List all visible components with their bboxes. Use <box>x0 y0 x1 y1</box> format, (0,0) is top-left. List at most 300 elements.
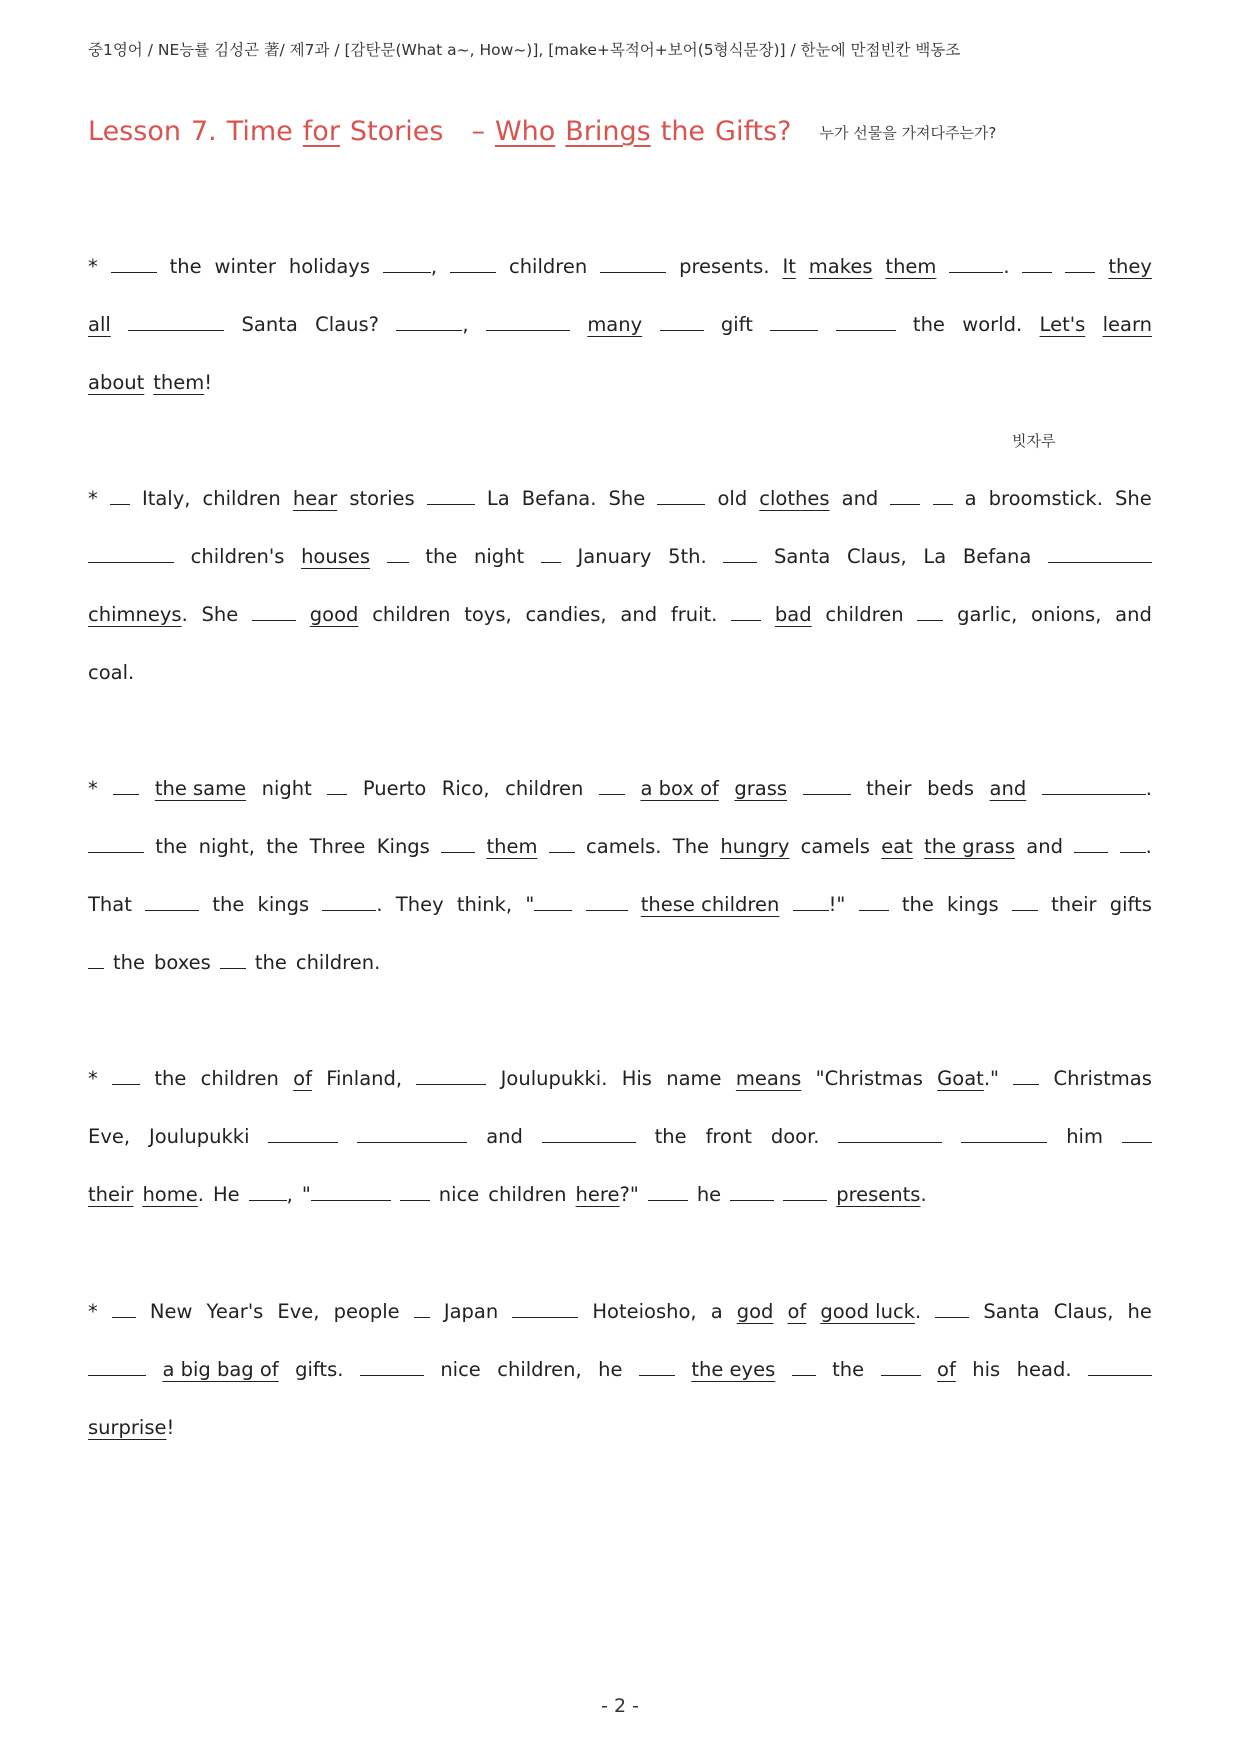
text-line <box>88 934 1152 992</box>
fill-in-blank[interactable] <box>360 1356 424 1376</box>
word <box>457 876 512 934</box>
blank-group[interactable] <box>396 296 468 354</box>
word <box>203 470 281 528</box>
word <box>947 876 999 934</box>
word-text: New <box>149 1300 193 1323</box>
blank-group[interactable] <box>793 876 846 934</box>
blank-group[interactable] <box>730 1166 774 1224</box>
word <box>598 1341 622 1399</box>
blank-group[interactable] <box>542 1108 636 1166</box>
fill-in-blank[interactable] <box>327 775 347 795</box>
text-line <box>88 760 1152 818</box>
underlined-key-word: them <box>885 255 937 278</box>
word-text: La <box>923 545 947 568</box>
word-text: head. <box>1016 1358 1072 1381</box>
word <box>522 470 597 528</box>
word-text: Kings <box>376 835 430 858</box>
word-text: night <box>261 777 312 800</box>
word-text: he <box>598 1358 623 1381</box>
word-text: think, <box>456 893 513 916</box>
word-text: He <box>212 1183 240 1206</box>
word-text: and <box>1115 603 1152 626</box>
blank-group[interactable] <box>416 1050 486 1108</box>
punctuation: . <box>1145 777 1152 800</box>
text-line <box>88 296 1152 354</box>
fill-in-blank[interactable] <box>803 775 851 795</box>
word-text: his <box>972 1358 1001 1381</box>
fill-in-blank[interactable] <box>1048 543 1152 563</box>
word <box>1108 238 1152 296</box>
page-number: - 2 - <box>601 1695 639 1717</box>
blank-group[interactable] <box>917 586 943 644</box>
fill-in-blank[interactable] <box>88 949 104 969</box>
fill-in-blank[interactable] <box>648 1181 688 1201</box>
word-text: Italy, <box>141 487 191 510</box>
blank-group[interactable] <box>792 1341 816 1399</box>
word <box>326 1050 402 1108</box>
underlined-key-word: the same <box>154 777 247 800</box>
word-text: the <box>212 893 245 916</box>
blank-group[interactable] <box>838 1108 942 1166</box>
fill-in-blank[interactable] <box>1065 253 1095 273</box>
blank-group[interactable] <box>890 470 920 528</box>
fill-in-blank[interactable] <box>88 1356 146 1376</box>
blank-group[interactable] <box>933 470 953 528</box>
word-text: She <box>1115 487 1152 510</box>
word-text: the <box>155 835 188 858</box>
word-text: a <box>964 487 977 510</box>
word-text: She <box>201 603 239 626</box>
word <box>1054 1283 1114 1341</box>
title-word: Brings <box>565 116 651 147</box>
word-text: the <box>254 951 287 974</box>
fill-in-blank[interactable] <box>387 543 409 563</box>
blank-group[interactable] <box>360 1341 424 1399</box>
word-text: and <box>1026 835 1063 858</box>
title-word: the <box>660 116 706 147</box>
fill-in-blank[interactable] <box>88 833 144 853</box>
word-text: kings <box>947 893 999 916</box>
blank-group[interactable] <box>327 760 347 818</box>
word <box>592 1283 696 1341</box>
word <box>1017 1341 1072 1399</box>
word <box>1051 876 1096 934</box>
word <box>717 470 747 528</box>
underlined-key-word: learn <box>1102 313 1152 336</box>
blank-group[interactable] <box>961 1108 1047 1166</box>
fill-in-blank[interactable] <box>961 1123 1047 1143</box>
word <box>334 1283 400 1341</box>
word-text: Joulupukki <box>148 1125 250 1148</box>
blank-group[interactable] <box>600 238 666 296</box>
word <box>711 1283 723 1341</box>
blank-group[interactable] <box>383 238 437 296</box>
fill-in-blank[interactable] <box>935 1298 969 1318</box>
word <box>149 1108 250 1166</box>
word-text: beds <box>927 777 975 800</box>
blank-group[interactable] <box>450 238 496 296</box>
word <box>363 760 426 818</box>
fill-in-blank[interactable] <box>128 311 224 331</box>
word-text: broomstick. <box>988 487 1103 510</box>
word <box>825 586 903 644</box>
fill-in-blank[interactable] <box>383 253 431 273</box>
word <box>801 818 870 876</box>
blank-group[interactable] <box>549 818 575 876</box>
fill-in-blank[interactable] <box>783 1181 827 1201</box>
fill-in-blank[interactable] <box>542 1123 636 1143</box>
blank-group[interactable] <box>1088 1341 1152 1399</box>
underlined-key-word: grass <box>734 777 788 800</box>
blank-group[interactable] <box>1042 760 1152 818</box>
word-text: January <box>577 545 652 568</box>
fill-in-blank[interactable] <box>110 485 130 505</box>
word <box>487 470 510 528</box>
fill-in-blank[interactable] <box>486 311 570 331</box>
blank-group[interactable] <box>357 1108 467 1166</box>
word <box>497 1341 581 1399</box>
fill-in-blank[interactable] <box>111 253 157 273</box>
word <box>957 586 1017 644</box>
blank-group[interactable] <box>322 876 382 934</box>
fill-in-blank[interactable] <box>723 543 757 563</box>
blank-group[interactable] <box>723 528 757 586</box>
word-text: fruit. <box>670 603 718 626</box>
fill-in-blank[interactable] <box>357 1123 467 1143</box>
fill-in-blank[interactable] <box>541 543 561 563</box>
fill-in-blank[interactable] <box>1074 833 1108 853</box>
fill-in-blank[interactable] <box>220 949 246 969</box>
vocab-note: 빗자루 <box>1012 432 1056 450</box>
word-text: he <box>696 1183 722 1206</box>
passage-paragraph <box>88 1283 1152 1457</box>
blank-group[interactable] <box>1122 1108 1152 1166</box>
fill-in-blank[interactable] <box>88 543 174 563</box>
fill-in-blank[interactable] <box>639 1356 675 1376</box>
blank-group[interactable] <box>512 1283 578 1341</box>
blank-group[interactable] <box>112 1050 140 1108</box>
word <box>983 1283 1039 1341</box>
blank-group[interactable] <box>441 818 475 876</box>
title-word: 7. <box>190 116 217 147</box>
word-text: * <box>88 1300 98 1323</box>
word-text: 5th. <box>668 545 707 568</box>
underlined-key-word: all <box>88 313 111 336</box>
fill-in-blank[interactable] <box>890 485 920 505</box>
fill-in-blank[interactable] <box>512 1298 578 1318</box>
word <box>1040 296 1086 354</box>
blank-group[interactable] <box>1120 818 1152 876</box>
fill-in-blank[interactable] <box>414 1298 430 1318</box>
word <box>88 238 98 296</box>
blank-group[interactable] <box>731 586 761 644</box>
word <box>962 296 1022 354</box>
word <box>242 296 298 354</box>
fill-in-blank[interactable] <box>917 601 943 621</box>
word-text: * <box>88 487 98 510</box>
fill-in-blank[interactable] <box>268 1123 338 1143</box>
fill-in-blank[interactable] <box>949 253 1003 273</box>
word-text: Joulupukki. <box>500 1067 608 1090</box>
fill-in-blank[interactable] <box>731 601 761 621</box>
word <box>923 528 946 586</box>
word <box>202 586 239 644</box>
word <box>486 1108 523 1166</box>
text-line <box>88 1166 1152 1224</box>
underlined-key-word: the eyes <box>691 1358 776 1381</box>
blank-group[interactable] <box>836 296 896 354</box>
word-text: the <box>425 545 458 568</box>
word-text: Puerto <box>362 777 427 800</box>
word <box>832 1341 864 1399</box>
word-text: Claus? <box>315 313 380 336</box>
blank-group[interactable] <box>648 1166 688 1224</box>
blank-group[interactable] <box>770 296 818 354</box>
word-text: he <box>1127 1300 1152 1323</box>
word-text: the <box>901 893 934 916</box>
fill-in-blank[interactable] <box>586 891 628 911</box>
text-line <box>88 1399 1152 1457</box>
blank-group[interactable] <box>88 934 104 992</box>
fill-in-blank[interactable] <box>838 1123 942 1143</box>
word <box>881 818 913 876</box>
blank-group[interactable] <box>949 238 1009 296</box>
fill-in-blank[interactable] <box>252 601 296 621</box>
underlined-key-word: of <box>293 1067 312 1090</box>
word-text: gifts <box>1109 893 1152 916</box>
fill-in-blank[interactable] <box>600 253 666 273</box>
blank-group[interactable] <box>128 296 224 354</box>
word-text: night <box>474 545 525 568</box>
fill-in-blank[interactable] <box>1042 775 1146 795</box>
word-text: and <box>486 1125 523 1148</box>
fill-in-blank[interactable] <box>113 775 139 795</box>
fill-in-blank[interactable] <box>427 485 475 505</box>
fill-in-blank[interactable] <box>322 891 376 911</box>
word-text: night, <box>198 835 255 858</box>
word-text: nice <box>438 1183 480 1206</box>
word <box>199 818 255 876</box>
word-text: Eve, <box>88 1125 131 1148</box>
word <box>706 1108 752 1166</box>
word-text: door. <box>770 1125 820 1148</box>
blank-group[interactable] <box>113 760 139 818</box>
word <box>989 470 1103 528</box>
word-text: garlic, <box>957 603 1018 626</box>
blank-group[interactable] <box>660 296 704 354</box>
word-text: and <box>620 603 658 626</box>
blank-group[interactable] <box>220 934 246 992</box>
blank-group[interactable] <box>1012 876 1038 934</box>
punctuation: . <box>914 1300 922 1323</box>
fill-in-blank[interactable] <box>1022 253 1052 273</box>
blank-group[interactable] <box>252 586 296 644</box>
fill-in-blank[interactable] <box>311 1181 391 1201</box>
blank-group[interactable] <box>387 528 409 586</box>
punctuation: ?" <box>619 1183 639 1206</box>
blank-group[interactable] <box>249 1166 293 1224</box>
blank-group[interactable] <box>302 1166 391 1224</box>
fill-in-blank[interactable] <box>450 253 496 273</box>
fill-in-blank[interactable] <box>249 1181 287 1201</box>
blank-group[interactable] <box>1013 1050 1039 1108</box>
fill-in-blank[interactable] <box>396 311 462 331</box>
word <box>736 1050 801 1108</box>
blank-group[interactable] <box>639 1341 675 1399</box>
word <box>668 528 707 586</box>
fill-in-blank[interactable] <box>793 891 829 911</box>
punctuation: . <box>1003 255 1010 278</box>
word-text: She <box>608 487 646 510</box>
fill-in-blank[interactable] <box>859 891 889 911</box>
word <box>609 470 646 528</box>
title-word: Time <box>226 116 293 147</box>
word-text: Year's <box>206 1300 264 1323</box>
passage-paragraph <box>88 238 1152 412</box>
fill-in-blank[interactable] <box>441 833 475 853</box>
word-text: world. <box>962 313 1023 336</box>
word-text: coal. <box>88 661 135 684</box>
word <box>641 876 780 934</box>
blank-group[interactable] <box>599 760 625 818</box>
underlined-key-word: good <box>309 603 359 626</box>
word-text: Eve, <box>277 1300 320 1323</box>
fill-in-blank[interactable] <box>599 775 625 795</box>
title-word: – <box>471 116 485 147</box>
blank-group[interactable] <box>657 470 705 528</box>
word-text: Befana <box>962 545 1032 568</box>
word-text: camels <box>800 835 870 858</box>
word <box>671 586 718 644</box>
punctuation: !" <box>828 893 846 916</box>
word <box>396 876 444 934</box>
fill-in-blank[interactable] <box>1122 1123 1152 1143</box>
blank-group[interactable] <box>486 296 570 354</box>
blank-group[interactable] <box>88 528 174 586</box>
word-text: Three <box>309 835 366 858</box>
blank-group[interactable] <box>111 238 157 296</box>
fill-in-blank[interactable] <box>933 485 953 505</box>
underlined-key-word: clothes <box>759 487 830 510</box>
word <box>509 238 587 296</box>
fill-in-blank[interactable] <box>112 1298 136 1318</box>
fill-in-blank[interactable] <box>660 311 704 331</box>
text-line <box>88 1341 1152 1399</box>
word <box>88 760 98 818</box>
underlined-key-word: It <box>782 255 796 278</box>
word <box>1127 1283 1151 1341</box>
blank-group[interactable] <box>881 1341 921 1399</box>
underlined-key-word: these children <box>640 893 780 916</box>
underlined-key-word: houses <box>301 545 371 568</box>
fill-in-blank[interactable] <box>112 1065 140 1085</box>
word-text: Claus, <box>1053 1300 1114 1323</box>
fill-in-blank[interactable] <box>836 311 896 331</box>
word-text: the <box>266 835 299 858</box>
word <box>439 1166 480 1224</box>
blank-group[interactable] <box>1048 528 1152 586</box>
blank-group[interactable] <box>859 876 889 934</box>
fill-in-blank[interactable] <box>792 1356 816 1376</box>
word-text: They <box>395 893 444 916</box>
word-text: and <box>841 487 879 510</box>
word-text: Santa <box>774 545 831 568</box>
blank-group[interactable] <box>88 1341 146 1399</box>
word <box>153 354 212 412</box>
fill-in-blank[interactable] <box>534 891 572 911</box>
word <box>113 934 145 992</box>
blank-group[interactable] <box>88 818 144 876</box>
blank-group[interactable] <box>268 1108 338 1166</box>
word <box>444 1283 498 1341</box>
word-text: children <box>200 1067 279 1090</box>
blank-group[interactable] <box>935 1283 969 1341</box>
fill-in-blank[interactable] <box>1013 1065 1039 1085</box>
fill-in-blank[interactable] <box>881 1356 921 1376</box>
blank-group[interactable] <box>803 760 851 818</box>
word-text: front <box>705 1125 752 1148</box>
blank-group[interactable] <box>110 470 130 528</box>
underlined-key-word: them <box>486 835 538 858</box>
fill-in-blank[interactable] <box>730 1181 774 1201</box>
word-text: winter <box>214 255 276 278</box>
word <box>1115 586 1152 644</box>
word <box>913 296 945 354</box>
word <box>315 296 379 354</box>
fill-in-blank[interactable] <box>400 1181 430 1201</box>
fill-in-blank[interactable] <box>657 485 705 505</box>
underlined-key-word: god <box>736 1300 774 1323</box>
word <box>734 760 787 818</box>
blank-group[interactable] <box>400 1166 430 1224</box>
word-text: Japan <box>443 1300 499 1323</box>
blank-group[interactable] <box>525 876 572 934</box>
blank-group[interactable] <box>541 528 561 586</box>
word <box>464 586 511 644</box>
fill-in-blank[interactable] <box>770 311 818 331</box>
blank-group[interactable] <box>783 1166 827 1224</box>
word <box>885 238 936 296</box>
underlined-key-word: eat <box>881 835 913 858</box>
blank-group[interactable] <box>586 876 628 934</box>
punctuation: . <box>181 603 188 626</box>
blank-group[interactable] <box>1065 238 1095 296</box>
fill-in-blank[interactable] <box>549 833 575 853</box>
word <box>576 1166 639 1224</box>
word-text: camels. <box>586 835 662 858</box>
word <box>191 528 285 586</box>
word-text: * <box>88 1067 98 1090</box>
blank-group[interactable] <box>1074 818 1108 876</box>
fill-in-blank[interactable] <box>416 1065 486 1085</box>
fill-in-blank[interactable] <box>1120 833 1146 853</box>
fill-in-blank[interactable] <box>145 891 199 911</box>
blank-group[interactable] <box>414 1283 430 1341</box>
word <box>1054 1050 1152 1108</box>
word-text: children <box>508 255 588 278</box>
word <box>310 818 366 876</box>
fill-in-blank[interactable] <box>1088 1356 1152 1376</box>
blank-group[interactable] <box>112 1283 136 1341</box>
word <box>88 1283 98 1341</box>
blank-group[interactable] <box>145 876 199 934</box>
blank-group[interactable] <box>1022 238 1052 296</box>
word-text: children <box>825 603 904 626</box>
blank-group[interactable] <box>427 470 475 528</box>
word <box>154 1050 186 1108</box>
word <box>963 528 1032 586</box>
fill-in-blank[interactable] <box>1012 891 1038 911</box>
